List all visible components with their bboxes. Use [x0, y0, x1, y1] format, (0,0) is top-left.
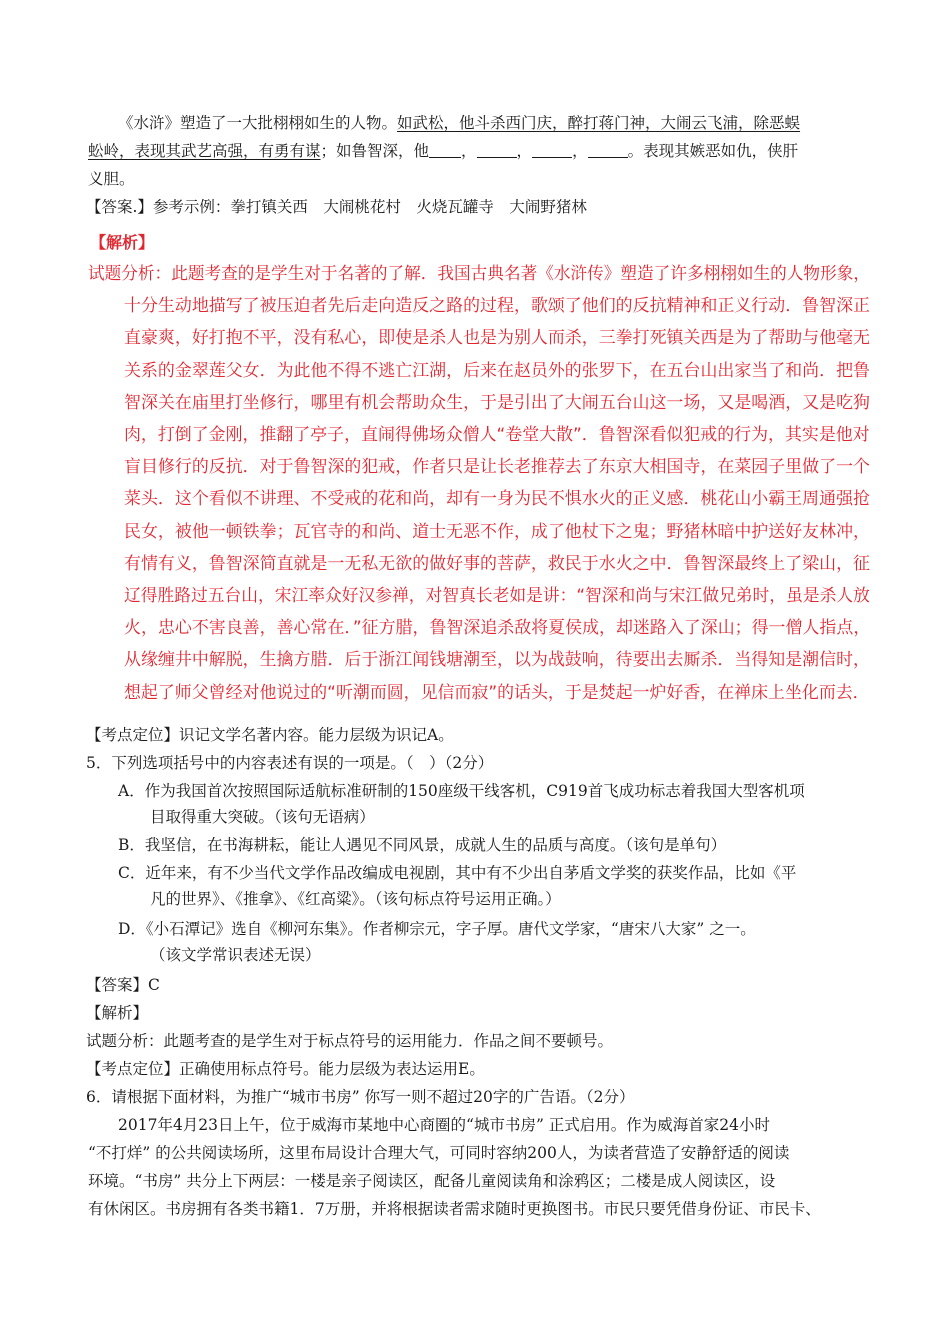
- q4-line-1-underlined: 如武松，他斗杀西门庆，醉打蒋门神，大闹云飞浦，除恶蜈: [397, 114, 801, 132]
- analysis-line: 辽得胜路过五台山，宋江率众好汉参禅，对智真长老如是讲：“智深和尚与宋江做兄弟时，虽是杀人放: [124, 586, 870, 606]
- analysis-line: 试题分析：此题考查的是学生对于名著的了解．我国古典名著《水浒传》塑造了许多栩栩如生的人物形象，: [88, 264, 870, 284]
- q4-line-1-prefix: 《水浒》塑造了一大批栩栩如生的人物。: [118, 114, 398, 132]
- analysis-line: 从缘缠井中解脱，生擒方腊．后于浙江闻钱塘潮至，以为战鼓响，待要出去厮杀．当得知是潮信时，: [124, 650, 870, 671]
- q4-answer: 【答案.】参考示例：拳打镇关西 大闹桃花村 火烧瓦罐寺 大闹野猪林: [86, 198, 587, 216]
- q5-analysis: 试题分析：此题考查的是学生对于标点符号的运用能力．作品之间不要顿号。: [86, 1032, 614, 1050]
- q4-line-2-rest: ；如鲁智深，他: [320, 142, 430, 160]
- q4-line-3: 义胆。: [88, 170, 135, 188]
- analysis-line: 盲目修行的反抗．对于鲁智深的犯戒，作者只是让长老推荐去了东京大相国寺，在菜园子里做了一个: [124, 457, 870, 478]
- q6-material-line-1: 2017年4月23日上午，位于威海市某地中心商圈的“城市书房” 正式启用。作为威海首家24小时: [118, 1116, 771, 1134]
- analysis-line: 直豪爽，好打抱不平，没有私心，即使是杀人也是为别人而杀，三拳打死镇关西是为了帮助与他毫无: [124, 328, 870, 349]
- analysis-line: 关系的金翠莲父女．为此他不得不逃亡江湖，后来在赵员外的张罗下，在五台山出家当了和尚．把鲁: [124, 360, 870, 381]
- fill-blank-1[interactable]: [429, 141, 461, 158]
- q5-option-c-line-2: 凡的世界》、《推拿》、《红高粱》。（该句标点符号运用正确。）: [150, 890, 561, 908]
- analysis-line: 肉，打倒了金刚，推翻了亭子，直闹得佛场众僧人“卷堂大散”．鲁智深看似犯戒的行为，其实是他对: [124, 425, 870, 445]
- q5-stem: 5．下列选项括号中的内容表述有误的一项是。（ ）（2分）: [86, 754, 494, 772]
- analysis-line: 民女，被他一顿铁拳；瓦官寺的和尚、道士无恶不作，成了他杖下之鬼；野猪林暗中护送好友林冲，: [124, 521, 870, 542]
- q4-line-2-end: 。表现其嫉恶如仇，侠肝: [627, 142, 799, 160]
- q5-option-a-line-1: A．作为我国首次按照国际适航标准研制的150座级干线客机，C919首飞成功标志着我国大型客机项: [118, 782, 805, 800]
- q5-option-c-line-1: C．近年来，有不少当代文学作品改编成电视剧，其中有不少出自茅盾文学奖的获奖作品，比如《平: [118, 864, 797, 882]
- analysis-line: 火，忠心不害良善，善心常在．”征方腊，鲁智深追杀敌将夏侯成，却迷路入了深山；得一僧人指点，: [124, 618, 871, 639]
- analysis-line: 智深关在庙里打坐修行，哪里有机会帮助众生，于是引出了大闹五台山这一场，又是喝酒，又是吃狗: [124, 392, 870, 413]
- q6-material-line-4: 有休闲区。书房拥有各类书籍1．7万册，并将根据读者需求随时更换图书。市民只要凭借身份证、市民卡、: [88, 1200, 821, 1218]
- fill-blank-4[interactable]: [588, 141, 628, 158]
- q4-kaodian: 【考点定位】识记文学名著内容。能力层级为识记A。: [86, 726, 454, 744]
- q4-line-2-underlined: 蚣岭，表现其武艺高强，有勇有谋: [88, 142, 321, 160]
- q6-material-line-3: 环境。“书房” 共分上下两层：一楼是亲子阅读区，配备儿童阅读角和涂鸦区；二楼是成人阅读区，设: [88, 1172, 776, 1190]
- q4-line-1: [118, 112, 800, 134]
- q5-answer: 【答案】C: [86, 976, 160, 994]
- q4-sep-1: ，: [461, 142, 477, 160]
- q4-line-2: [88, 140, 798, 162]
- q5-option-a-line-2: 目取得重大突破。（该句无语病）: [150, 808, 375, 826]
- q5-option-d-line-1: D．《小石潭记》选自《柳河东集》。作者柳宗元，字子厚。唐代文学家，“唐宋八大家” 之一。: [118, 920, 756, 938]
- fill-blank-3[interactable]: [532, 141, 572, 158]
- q4-analysis-heading: 【解析】: [90, 233, 155, 252]
- q4-sep-3: ，: [572, 142, 588, 160]
- q6-stem: 6．请根据下面材料，为推广“城市书房” 你写一则不超过20字的广告语。（2分）: [86, 1088, 635, 1106]
- analysis-line: 十分生动地描写了被压迫者先后走向造反之路的过程，歌颂了他们的反抗精神和正义行动．鲁智深正: [124, 296, 870, 317]
- analysis-line: 有情有义，鲁智深简直就是一无私无欲的做好事的菩萨，救民于水火之中．鲁智深最终上了梁山，征: [124, 553, 870, 574]
- q5-option-d-line-2: （该文学常识表述无误）: [150, 946, 321, 964]
- analysis-line: 想起了师父曾经对他说过的“听潮而圆，见信而寂”的话头，于是焚起一炉好香，在禅床上坐化而去．: [124, 682, 870, 703]
- q4-sep-2: ，: [516, 142, 533, 160]
- q5-kaodian: 【考点定位】正确使用标点符号。能力层级为表达运用E。: [86, 1060, 485, 1078]
- analysis-line: 菜头．这个看似不讲理、不受戒的花和尚，却有一身为民不惧水火的正义感．桃花山小霸王周通强抢: [124, 489, 870, 510]
- q6-material-line-2: “不打烊” 的公共阅读场所，这里布局设计合理大气，可同时容纳200人，为读者营造了安静舒适的阅读: [88, 1144, 790, 1162]
- q5-analysis-heading: 【解析】: [86, 1004, 149, 1022]
- fill-blank-2[interactable]: [477, 141, 517, 158]
- q5-option-b: B．我坚信，在书海耕耘，能让人遇见不同风景，成就人生的品质与高度。（该句是单句）: [118, 836, 727, 854]
